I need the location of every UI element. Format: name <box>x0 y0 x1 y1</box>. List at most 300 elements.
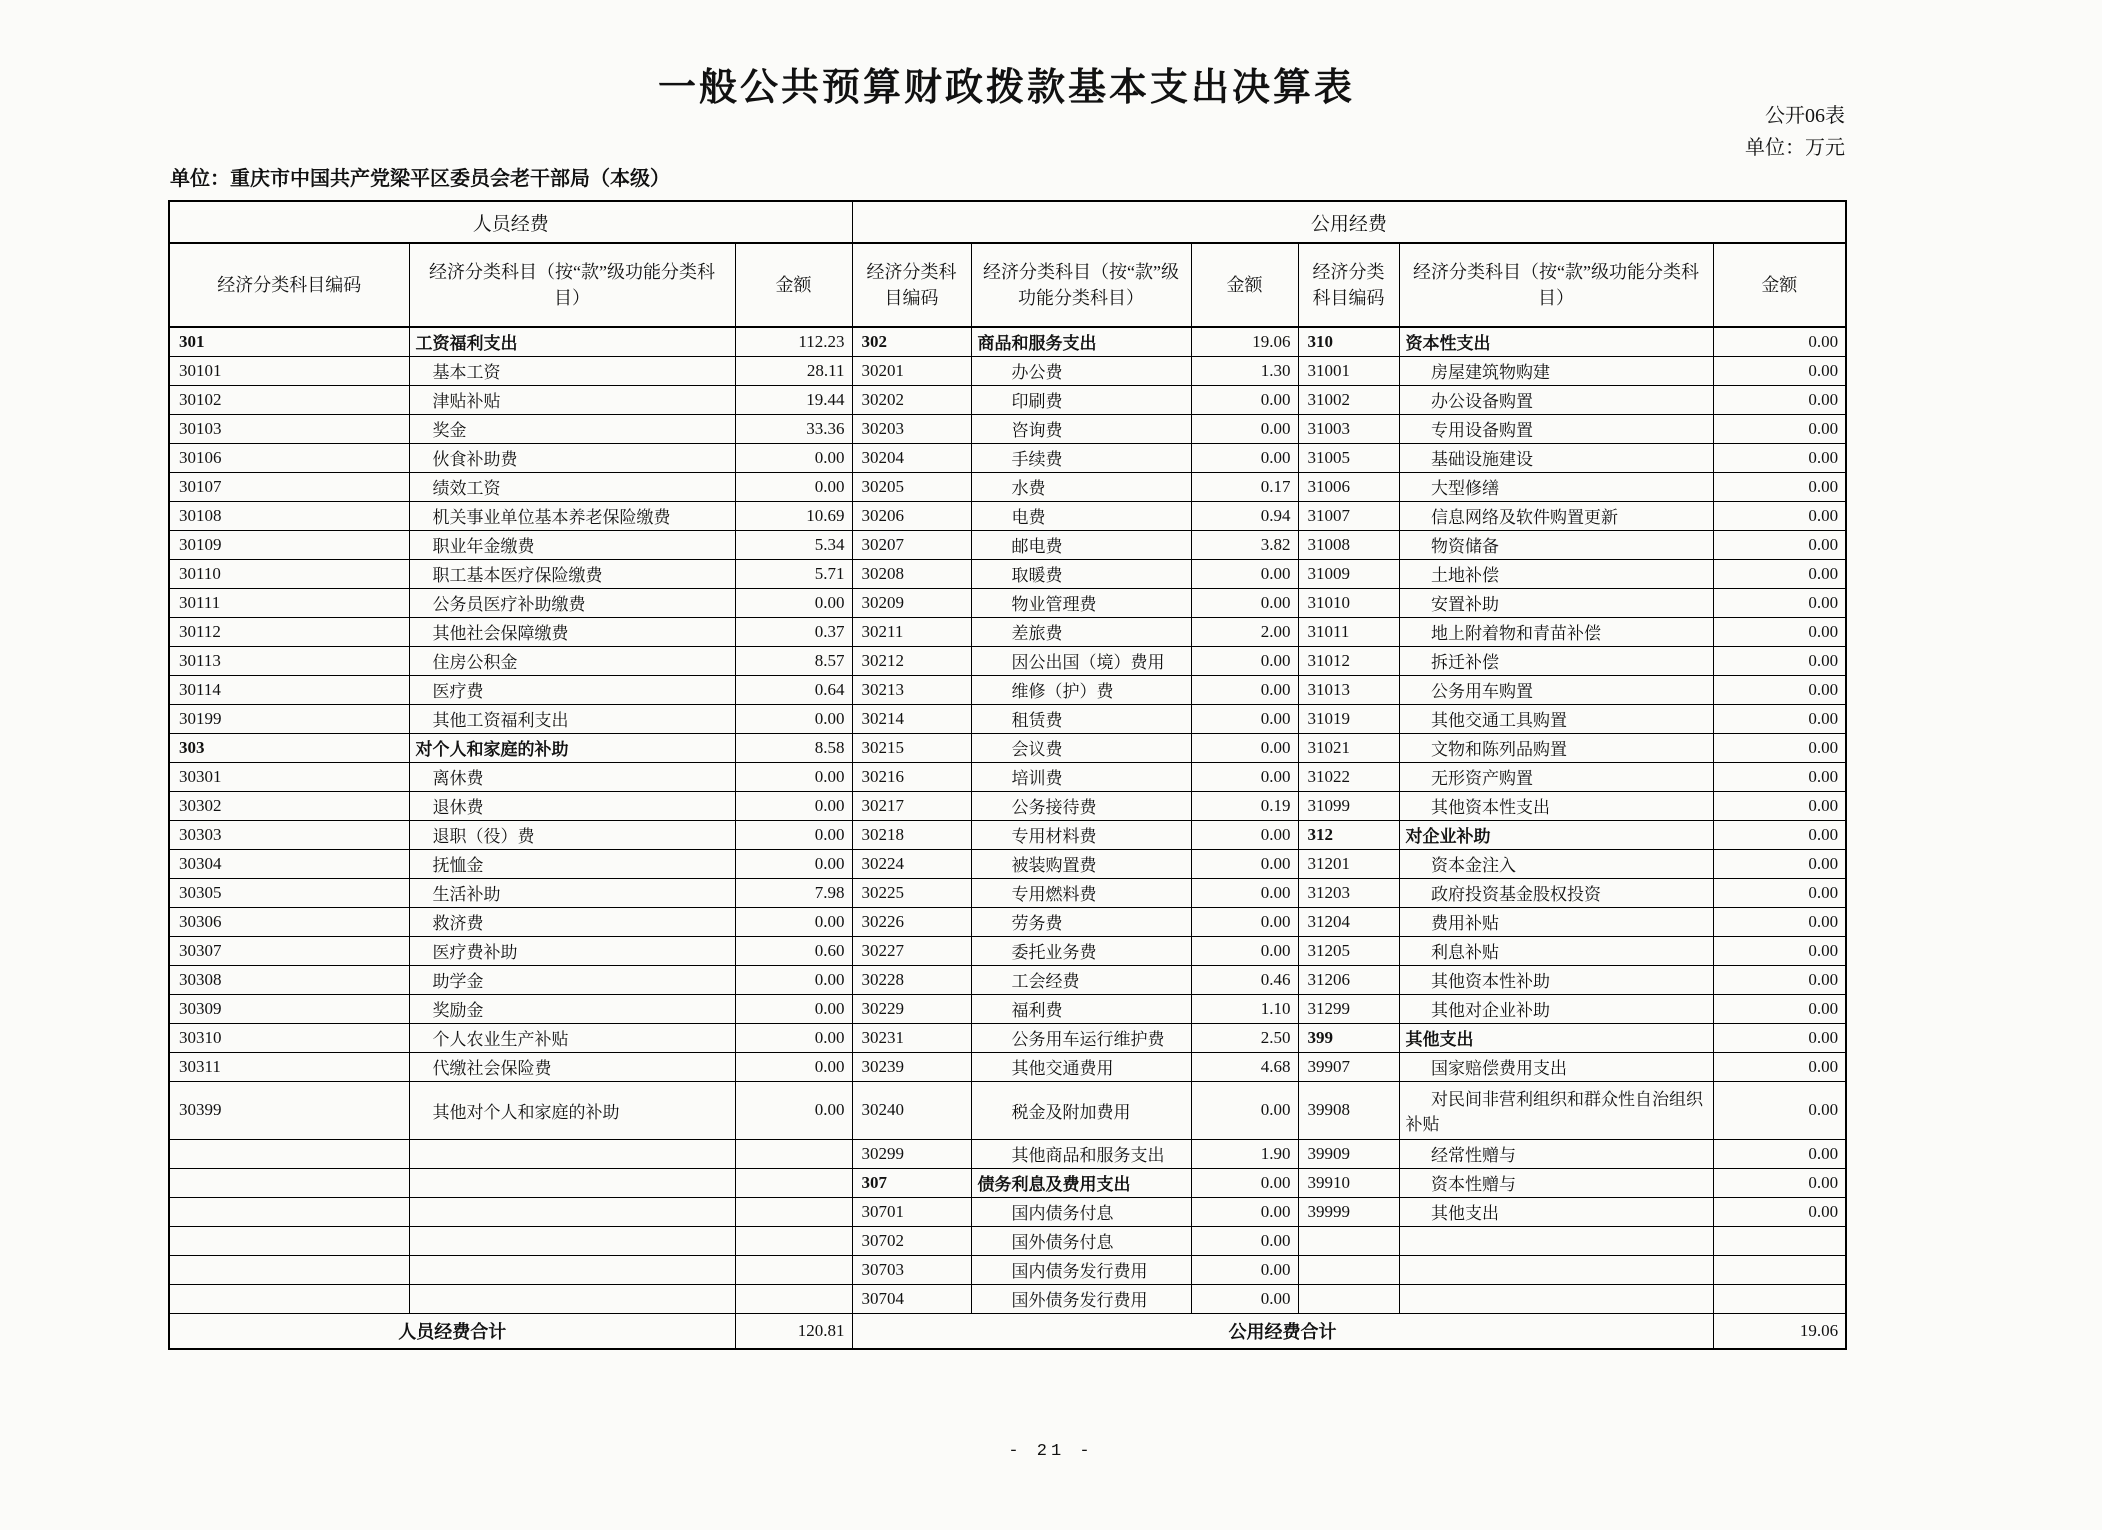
left-amount-cell: 0.37 <box>735 617 852 646</box>
mid-code-cell: 30228 <box>852 965 971 994</box>
personnel-total-amount: 120.81 <box>735 1313 852 1349</box>
mid-amount-cell: 0.00 <box>1191 588 1298 617</box>
mid-subject-cell: 其他商品和服务支出 <box>971 1139 1191 1168</box>
mid-code-cell: 30229 <box>852 994 971 1023</box>
mid-amount-cell: 0.00 <box>1191 675 1298 704</box>
left-subject-cell <box>409 1139 735 1168</box>
right-amount-cell: 0.00 <box>1713 1168 1846 1197</box>
right-amount-cell <box>1713 1226 1846 1255</box>
left-subject-cell: 奖励金 <box>409 994 735 1023</box>
right-amount-cell: 0.00 <box>1713 414 1846 443</box>
left-amount-cell: 0.00 <box>735 791 852 820</box>
mid-amount-cell: 2.50 <box>1191 1023 1298 1052</box>
table-row <box>169 936 1846 965</box>
right-amount-cell: 0.00 <box>1713 675 1846 704</box>
mid-amount-cell: 0.00 <box>1191 646 1298 675</box>
mid-subject-cell: 国内债务发行费用 <box>971 1255 1191 1284</box>
left-subject-cell: 奖金 <box>409 414 735 443</box>
left-code-cell: 30311 <box>169 1052 409 1081</box>
right-amount-cell: 0.00 <box>1713 762 1846 791</box>
left-subject-cell: 退职（役）费 <box>409 820 735 849</box>
right-subject-cell <box>1399 1284 1713 1313</box>
table-row <box>169 559 1846 588</box>
right-code-cell: 310 <box>1298 327 1399 356</box>
mid-amount-cell: 0.00 <box>1191 1226 1298 1255</box>
right-amount-cell: 0.00 <box>1713 1023 1846 1052</box>
left-amount-cell: 8.57 <box>735 646 852 675</box>
table-row <box>169 414 1846 443</box>
table-row <box>169 646 1846 675</box>
left-code-cell: 30302 <box>169 791 409 820</box>
left-subject-cell: 伙食补助费 <box>409 443 735 472</box>
right-amount-cell: 0.00 <box>1713 327 1846 356</box>
mid-subject-cell: 邮电费 <box>971 530 1191 559</box>
right-amount-cell: 0.00 <box>1713 1081 1846 1139</box>
left-subject-cell: 其他对个人和家庭的补助 <box>409 1081 735 1139</box>
right-subject-cell: 资本性赠与 <box>1399 1168 1713 1197</box>
right-code-cell: 31005 <box>1298 443 1399 472</box>
mid-subject-cell: 咨询费 <box>971 414 1191 443</box>
mid-code-cell: 30212 <box>852 646 971 675</box>
mid-subject-cell: 培训费 <box>971 762 1191 791</box>
mid-amount-cell: 1.90 <box>1191 1139 1298 1168</box>
table-row <box>169 965 1846 994</box>
right-subject-cell: 其他支出 <box>1399 1023 1713 1052</box>
table-row <box>169 501 1846 530</box>
mid-amount-cell: 0.17 <box>1191 472 1298 501</box>
left-code-cell: 30113 <box>169 646 409 675</box>
right-code-cell: 31019 <box>1298 704 1399 733</box>
left-amount-cell: 0.00 <box>735 762 852 791</box>
left-subject-cell: 职业年金缴费 <box>409 530 735 559</box>
table-row <box>169 617 1846 646</box>
mid-code-cell: 30205 <box>852 472 971 501</box>
col-header-right-code: 经济分类科目编码 <box>1298 243 1399 327</box>
left-subject-cell: 职工基本医疗保险缴费 <box>409 559 735 588</box>
mid-amount-cell: 0.00 <box>1191 704 1298 733</box>
mid-subject-cell: 会议费 <box>971 733 1191 762</box>
left-amount-cell <box>735 1255 852 1284</box>
left-amount-cell <box>735 1226 852 1255</box>
left-code-cell: 30307 <box>169 936 409 965</box>
totals-row <box>169 1313 1846 1349</box>
table-row <box>169 675 1846 704</box>
right-amount-cell <box>1713 1284 1846 1313</box>
left-subject-cell <box>409 1168 735 1197</box>
right-subject-cell: 信息网络及软件购置更新 <box>1399 501 1713 530</box>
mid-amount-cell: 2.00 <box>1191 617 1298 646</box>
left-subject-cell: 对个人和家庭的补助 <box>409 733 735 762</box>
left-code-cell: 30303 <box>169 820 409 849</box>
mid-amount-cell: 1.30 <box>1191 356 1298 385</box>
table-body <box>169 327 1846 1313</box>
mid-code-cell: 307 <box>852 1168 971 1197</box>
left-code-cell: 30310 <box>169 1023 409 1052</box>
left-amount-cell: 112.23 <box>735 327 852 356</box>
mid-amount-cell: 0.94 <box>1191 501 1298 530</box>
left-amount-cell: 28.11 <box>735 356 852 385</box>
left-subject-cell: 退休费 <box>409 791 735 820</box>
right-amount-cell: 0.00 <box>1713 820 1846 849</box>
right-subject-cell: 拆迁补偿 <box>1399 646 1713 675</box>
right-code-cell: 31002 <box>1298 385 1399 414</box>
left-subject-cell: 工资福利支出 <box>409 327 735 356</box>
mid-amount-cell: 0.00 <box>1191 1081 1298 1139</box>
table-row <box>169 1197 1846 1226</box>
left-amount-cell: 8.58 <box>735 733 852 762</box>
section-public: 公用经费 <box>852 201 1846 243</box>
right-code-cell <box>1298 1255 1399 1284</box>
right-amount-cell: 0.00 <box>1713 1197 1846 1226</box>
mid-code-cell: 30216 <box>852 762 971 791</box>
mid-subject-cell: 差旅费 <box>971 617 1191 646</box>
right-code-cell: 31003 <box>1298 414 1399 443</box>
mid-subject-cell: 国内债务付息 <box>971 1197 1191 1226</box>
right-subject-cell: 其他资本性支出 <box>1399 791 1713 820</box>
left-amount-cell: 0.00 <box>735 907 852 936</box>
mid-code-cell: 30207 <box>852 530 971 559</box>
right-code-cell: 39907 <box>1298 1052 1399 1081</box>
right-amount-cell: 0.00 <box>1713 994 1846 1023</box>
table-row <box>169 849 1846 878</box>
right-amount-cell: 0.00 <box>1713 443 1846 472</box>
column-header-row <box>169 243 1846 327</box>
left-code-cell: 30305 <box>169 878 409 907</box>
mid-code-cell: 30299 <box>852 1139 971 1168</box>
mid-subject-cell: 租赁费 <box>971 704 1191 733</box>
right-amount-cell: 0.00 <box>1713 965 1846 994</box>
left-code-cell <box>169 1284 409 1313</box>
right-subject-cell: 安置补助 <box>1399 588 1713 617</box>
left-amount-cell: 0.00 <box>735 443 852 472</box>
mid-amount-cell: 0.00 <box>1191 414 1298 443</box>
left-code-cell: 30102 <box>169 385 409 414</box>
table-row <box>169 704 1846 733</box>
mid-subject-cell: 电费 <box>971 501 1191 530</box>
col-header-mid-amount: 金额 <box>1191 243 1298 327</box>
right-code-cell: 31001 <box>1298 356 1399 385</box>
mid-subject-cell: 取暖费 <box>971 559 1191 588</box>
left-code-cell: 30399 <box>169 1081 409 1139</box>
right-code-cell: 31006 <box>1298 472 1399 501</box>
mid-subject-cell: 税金及附加费用 <box>971 1081 1191 1139</box>
left-code-cell: 30106 <box>169 443 409 472</box>
table-row <box>169 385 1846 414</box>
right-subject-cell: 大型修缮 <box>1399 472 1713 501</box>
right-subject-cell: 经常性赠与 <box>1399 1139 1713 1168</box>
mid-subject-cell: 福利费 <box>971 994 1191 1023</box>
left-code-cell <box>169 1226 409 1255</box>
left-code-cell: 30304 <box>169 849 409 878</box>
left-subject-cell: 个人农业生产补贴 <box>409 1023 735 1052</box>
mid-code-cell: 30201 <box>852 356 971 385</box>
left-code-cell: 30107 <box>169 472 409 501</box>
table-row <box>169 356 1846 385</box>
left-subject-cell: 其他社会保障缴费 <box>409 617 735 646</box>
mid-subject-cell: 国外债务付息 <box>971 1226 1191 1255</box>
table-row <box>169 1023 1846 1052</box>
col-header-right-amount: 金额 <box>1713 243 1846 327</box>
right-amount-cell: 0.00 <box>1713 936 1846 965</box>
mid-subject-cell: 物业管理费 <box>971 588 1191 617</box>
mid-code-cell: 30703 <box>852 1255 971 1284</box>
right-subject-cell: 其他对企业补助 <box>1399 994 1713 1023</box>
left-amount-cell: 0.00 <box>735 1052 852 1081</box>
right-code-cell: 39999 <box>1298 1197 1399 1226</box>
mid-code-cell: 302 <box>852 327 971 356</box>
mid-subject-cell: 公务接待费 <box>971 791 1191 820</box>
right-amount-cell: 0.00 <box>1713 472 1846 501</box>
mid-subject-cell: 手续费 <box>971 443 1191 472</box>
left-code-cell: 30111 <box>169 588 409 617</box>
left-code-cell: 303 <box>169 733 409 762</box>
right-code-cell: 31009 <box>1298 559 1399 588</box>
table-row <box>169 1168 1846 1197</box>
public-total-label: 公用经费合计 <box>852 1313 1713 1349</box>
left-amount-cell: 5.71 <box>735 559 852 588</box>
right-code-cell: 31201 <box>1298 849 1399 878</box>
left-subject-cell: 生活补助 <box>409 878 735 907</box>
right-code-cell: 31299 <box>1298 994 1399 1023</box>
left-code-cell <box>169 1197 409 1226</box>
mid-code-cell: 30231 <box>852 1023 971 1052</box>
mid-subject-cell: 专用材料费 <box>971 820 1191 849</box>
left-amount-cell: 0.00 <box>735 472 852 501</box>
right-code-cell: 312 <box>1298 820 1399 849</box>
right-amount-cell: 0.00 <box>1713 617 1846 646</box>
table-row <box>169 1081 1846 1139</box>
mid-amount-cell: 0.00 <box>1191 1284 1298 1313</box>
mid-subject-cell: 办公费 <box>971 356 1191 385</box>
mid-amount-cell: 0.00 <box>1191 849 1298 878</box>
right-subject-cell: 政府投资基金股权投资 <box>1399 878 1713 907</box>
meta-right-block <box>168 100 1845 164</box>
right-subject-cell: 公务用车购置 <box>1399 675 1713 704</box>
col-header-right-subject: 经济分类科目（按“款”级功能分类科目） <box>1399 243 1713 327</box>
right-amount-cell: 0.00 <box>1713 878 1846 907</box>
mid-amount-cell: 3.82 <box>1191 530 1298 559</box>
mid-amount-cell: 1.10 <box>1191 994 1298 1023</box>
right-code-cell: 39909 <box>1298 1139 1399 1168</box>
mid-subject-cell: 公务用车运行维护费 <box>971 1023 1191 1052</box>
mid-amount-cell: 0.00 <box>1191 1197 1298 1226</box>
mid-code-cell: 30702 <box>852 1226 971 1255</box>
mid-amount-cell: 19.06 <box>1191 327 1298 356</box>
left-subject-cell: 代缴社会保险费 <box>409 1052 735 1081</box>
right-code-cell: 31204 <box>1298 907 1399 936</box>
left-subject-cell <box>409 1255 735 1284</box>
right-code-cell: 31205 <box>1298 936 1399 965</box>
right-subject-cell: 利息补贴 <box>1399 936 1713 965</box>
right-code-cell: 31008 <box>1298 530 1399 559</box>
right-code-cell <box>1298 1226 1399 1255</box>
right-code-cell: 31013 <box>1298 675 1399 704</box>
mid-subject-cell: 因公出国（境）费用 <box>971 646 1191 675</box>
right-subject-cell: 其他支出 <box>1399 1197 1713 1226</box>
col-header-left-code: 经济分类科目编码 <box>169 243 409 327</box>
table-row <box>169 907 1846 936</box>
left-code-cell: 30114 <box>169 675 409 704</box>
mid-subject-cell: 维修（护）费 <box>971 675 1191 704</box>
left-subject-cell: 救济费 <box>409 907 735 936</box>
mid-subject-cell: 委托业务费 <box>971 936 1191 965</box>
left-amount-cell: 0.00 <box>735 1023 852 1052</box>
mid-amount-cell: 0.00 <box>1191 762 1298 791</box>
left-amount-cell: 10.69 <box>735 501 852 530</box>
left-amount-cell: 0.00 <box>735 1081 852 1139</box>
mid-code-cell: 30208 <box>852 559 971 588</box>
mid-code-cell: 30218 <box>852 820 971 849</box>
right-amount-cell: 0.00 <box>1713 704 1846 733</box>
left-amount-cell: 33.36 <box>735 414 852 443</box>
right-code-cell: 31206 <box>1298 965 1399 994</box>
left-subject-cell: 抚恤金 <box>409 849 735 878</box>
mid-amount-cell: 0.00 <box>1191 1255 1298 1284</box>
mid-code-cell: 30217 <box>852 791 971 820</box>
left-subject-cell: 住房公积金 <box>409 646 735 675</box>
right-code-cell: 399 <box>1298 1023 1399 1052</box>
left-amount-cell: 5.34 <box>735 530 852 559</box>
right-amount-cell: 0.00 <box>1713 356 1846 385</box>
left-subject-cell: 机关事业单位基本养老保险缴费 <box>409 501 735 530</box>
right-amount-cell: 0.00 <box>1713 501 1846 530</box>
mid-amount-cell: 0.46 <box>1191 965 1298 994</box>
col-header-left-amount: 金额 <box>735 243 852 327</box>
mid-subject-cell: 国外债务发行费用 <box>971 1284 1191 1313</box>
left-amount-cell: 0.00 <box>735 994 852 1023</box>
mid-amount-cell: 0.00 <box>1191 907 1298 936</box>
mid-code-cell: 30227 <box>852 936 971 965</box>
right-amount-cell: 0.00 <box>1713 385 1846 414</box>
mid-amount-cell: 0.19 <box>1191 791 1298 820</box>
unit-of-measure: 单位：万元 <box>1745 137 1845 159</box>
right-code-cell: 39910 <box>1298 1168 1399 1197</box>
right-amount-cell: 0.00 <box>1713 907 1846 936</box>
left-amount-cell: 0.60 <box>735 936 852 965</box>
mid-subject-cell: 商品和服务支出 <box>971 327 1191 356</box>
mid-code-cell: 30224 <box>852 849 971 878</box>
right-code-cell: 31010 <box>1298 588 1399 617</box>
left-subject-cell: 基本工资 <box>409 356 735 385</box>
right-subject-cell: 对民间非营利组织和群众性自治组织补贴 <box>1399 1081 1713 1139</box>
left-amount-cell <box>735 1197 852 1226</box>
mid-subject-cell: 印刷费 <box>971 385 1191 414</box>
col-header-mid-code: 经济分类科目编码 <box>852 243 971 327</box>
right-amount-cell: 0.00 <box>1713 559 1846 588</box>
right-amount-cell: 0.00 <box>1713 1139 1846 1168</box>
right-subject-cell: 无形资产购置 <box>1399 762 1713 791</box>
right-subject-cell: 地上附着物和青苗补偿 <box>1399 617 1713 646</box>
right-subject-cell: 文物和陈列品购置 <box>1399 733 1713 762</box>
mid-code-cell: 30215 <box>852 733 971 762</box>
left-subject-cell <box>409 1197 735 1226</box>
left-code-cell: 30101 <box>169 356 409 385</box>
left-code-cell: 30109 <box>169 530 409 559</box>
mid-subject-cell: 被装购置费 <box>971 849 1191 878</box>
mid-amount-cell: 0.00 <box>1191 936 1298 965</box>
right-subject-cell: 对企业补助 <box>1399 820 1713 849</box>
mid-code-cell: 30240 <box>852 1081 971 1139</box>
right-amount-cell <box>1713 1255 1846 1284</box>
mid-code-cell: 30203 <box>852 414 971 443</box>
table-row <box>169 762 1846 791</box>
right-subject-cell: 基础设施建设 <box>1399 443 1713 472</box>
mid-amount-cell: 0.00 <box>1191 1168 1298 1197</box>
table-code: 公开06表 <box>1765 105 1845 127</box>
left-code-cell: 30301 <box>169 762 409 791</box>
left-subject-cell: 助学金 <box>409 965 735 994</box>
mid-subject-cell: 工会经费 <box>971 965 1191 994</box>
table-row <box>169 588 1846 617</box>
left-subject-cell: 津贴补贴 <box>409 385 735 414</box>
table-row <box>169 327 1846 356</box>
mid-code-cell: 30214 <box>852 704 971 733</box>
col-header-left-subject: 经济分类科目（按“款”级功能分类科目） <box>409 243 735 327</box>
right-code-cell: 31203 <box>1298 878 1399 907</box>
left-code-cell: 30306 <box>169 907 409 936</box>
mid-subject-cell: 劳务费 <box>971 907 1191 936</box>
left-code-cell: 30308 <box>169 965 409 994</box>
section-personnel: 人员经费 <box>169 201 852 243</box>
right-amount-cell: 0.00 <box>1713 733 1846 762</box>
mid-code-cell: 30239 <box>852 1052 971 1081</box>
mid-code-cell: 30226 <box>852 907 971 936</box>
left-code-cell: 30110 <box>169 559 409 588</box>
page-number: - 21 - <box>1008 1442 1094 1461</box>
right-subject-cell <box>1399 1255 1713 1284</box>
left-code-cell: 301 <box>169 327 409 356</box>
right-subject-cell: 物资储备 <box>1399 530 1713 559</box>
left-subject-cell: 公务员医疗补助缴费 <box>409 588 735 617</box>
left-code-cell: 30108 <box>169 501 409 530</box>
mid-code-cell: 30213 <box>852 675 971 704</box>
table-row <box>169 472 1846 501</box>
right-amount-cell: 0.00 <box>1713 791 1846 820</box>
mid-amount-cell: 0.00 <box>1191 733 1298 762</box>
table-row <box>169 878 1846 907</box>
mid-amount-cell: 0.00 <box>1191 385 1298 414</box>
table-row <box>169 1139 1846 1168</box>
mid-code-cell: 30704 <box>852 1284 971 1313</box>
mid-amount-cell: 0.00 <box>1191 820 1298 849</box>
right-subject-cell: 其他交通工具购置 <box>1399 704 1713 733</box>
right-code-cell: 31011 <box>1298 617 1399 646</box>
left-amount-cell: 7.98 <box>735 878 852 907</box>
right-subject-cell <box>1399 1226 1713 1255</box>
right-code-cell: 31099 <box>1298 791 1399 820</box>
mid-amount-cell: 0.00 <box>1191 559 1298 588</box>
mid-code-cell: 30701 <box>852 1197 971 1226</box>
left-amount-cell: 0.00 <box>735 588 852 617</box>
expenditure-table <box>168 200 1847 1350</box>
right-code-cell: 31012 <box>1298 646 1399 675</box>
mid-code-cell: 30211 <box>852 617 971 646</box>
mid-code-cell: 30206 <box>852 501 971 530</box>
page-title: 一般公共预算财政拨款基本支出决算表 <box>657 67 1355 109</box>
table-row <box>169 530 1846 559</box>
right-code-cell: 31007 <box>1298 501 1399 530</box>
org-unit: 单位：重庆市中国共产党梁平区委员会老干部局（本级） <box>170 168 670 190</box>
mid-amount-cell: 0.00 <box>1191 443 1298 472</box>
left-subject-cell: 医疗费 <box>409 675 735 704</box>
section-header-row <box>169 201 1846 243</box>
table-row <box>169 1284 1846 1313</box>
mid-subject-cell: 其他交通费用 <box>971 1052 1191 1081</box>
left-subject-cell <box>409 1284 735 1313</box>
right-subject-cell: 资本性支出 <box>1399 327 1713 356</box>
right-code-cell <box>1298 1284 1399 1313</box>
left-amount-cell: 0.00 <box>735 820 852 849</box>
